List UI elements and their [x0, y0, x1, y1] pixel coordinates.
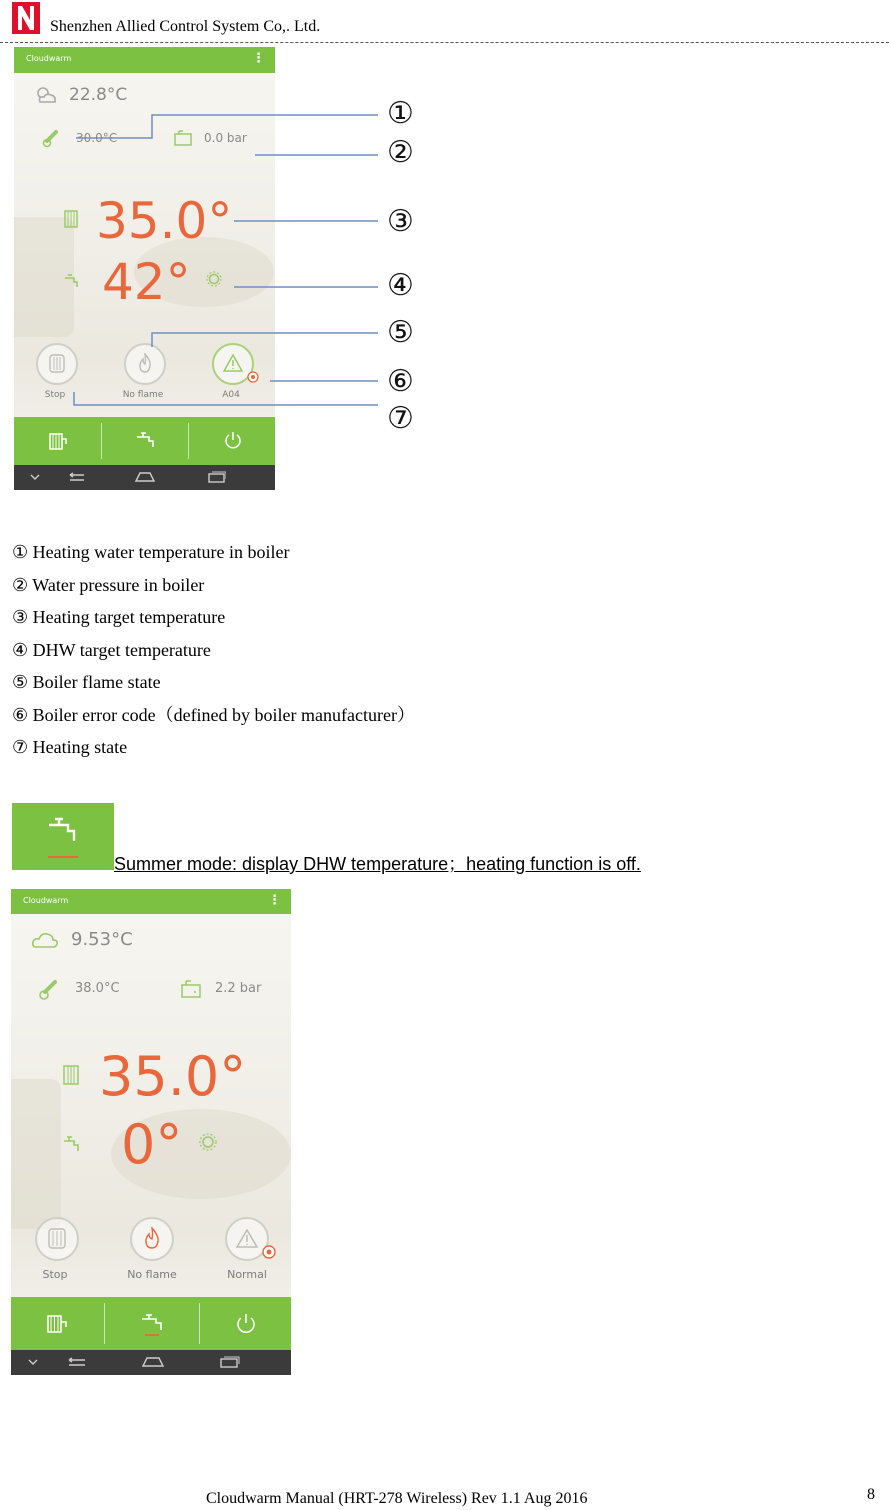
chevron-down-icon[interactable] [30, 473, 40, 481]
android-nav-bar [11, 1350, 291, 1375]
pressure-icon [174, 130, 192, 146]
menu-icon[interactable]: ⋮ [252, 51, 265, 66]
heating-state-button[interactable] [36, 343, 78, 385]
gear-icon[interactable] [199, 1133, 217, 1151]
pressure-value: 0.0 bar [204, 131, 247, 145]
legend-item: ② Water pressure in boiler [12, 574, 205, 595]
gear-icon[interactable] [206, 271, 222, 287]
heating-target-temp[interactable]: 35.0° [99, 1045, 247, 1108]
flame-icon [137, 353, 153, 373]
winter-mode-icon[interactable] [48, 431, 68, 451]
winter-mode-icon[interactable] [46, 1313, 70, 1335]
thermometer-icon [42, 129, 62, 149]
tap-icon [64, 273, 80, 289]
tap-icon [63, 1135, 81, 1153]
pressure-value: 2.2 bar [215, 981, 262, 996]
thermometer-icon [39, 979, 61, 1001]
flame-state-button[interactable] [124, 343, 166, 385]
back-icon[interactable] [66, 472, 86, 482]
page-number: 8 [867, 1486, 875, 1503]
legend-item: ⑥ Boiler error code（defined by boiler manufacturer） [12, 704, 415, 725]
company-logo [12, 2, 40, 34]
callout-3: ③ [387, 204, 414, 239]
company-name: Shenzhen Allied Control System Co,. Ltd. [50, 18, 321, 35]
back-icon[interactable] [65, 1357, 87, 1367]
mode-bar [14, 417, 275, 465]
legend-item: ⑤ Boiler flame state [12, 672, 161, 692]
home-icon[interactable] [141, 1356, 165, 1368]
brand-name: Cloudwarm [26, 54, 72, 63]
dhw-target-temp[interactable]: 42° [102, 253, 191, 311]
summer-mode-caption: Summer mode: display DHW temperature；heating function is off. [114, 854, 641, 874]
legend-item: ③ Heating target temperature [12, 607, 226, 627]
callout-5: ⑤ [387, 315, 414, 350]
warning-icon [236, 1229, 258, 1249]
callout-legend [12, 536, 415, 764]
legend-item: ⑦ Heating state [12, 737, 128, 757]
summer-mode-icon[interactable] [135, 430, 157, 450]
weather-icon [34, 86, 58, 104]
outdoor-temp: 22.8°C [69, 85, 128, 105]
heating-state-label: Stop [44, 390, 66, 400]
power-icon[interactable] [223, 430, 243, 450]
flame-state-label: No flame [127, 1268, 177, 1281]
recents-icon[interactable] [206, 471, 226, 483]
heating-target-temp[interactable]: 35.0° [96, 192, 233, 250]
brand-name: Cloudwarm [23, 896, 69, 905]
flame-icon [143, 1227, 161, 1249]
callout-7: ⑦ [387, 401, 414, 436]
callout-4: ④ [387, 268, 414, 303]
summer-tap-icon [46, 815, 82, 845]
water-temp: 38.0°C [75, 981, 120, 996]
power-icon[interactable] [235, 1312, 257, 1334]
menu-icon[interactable]: ⋮ [268, 893, 281, 908]
radiator-icon [49, 354, 65, 374]
error-badge-icon [262, 1245, 276, 1259]
warning-icon [223, 354, 243, 372]
callout-6: ⑥ [387, 364, 414, 399]
recents-icon[interactable] [218, 1356, 240, 1368]
summer-mode-icon[interactable] [140, 1311, 166, 1337]
outdoor-temp: 9.53°C [71, 929, 133, 950]
active-underline [48, 856, 78, 858]
callout-1: ① [387, 96, 414, 131]
error-badge-icon [247, 371, 259, 383]
dhw-target-temp[interactable]: 0° [121, 1113, 183, 1176]
radiator-icon [48, 1228, 66, 1250]
flame-state-button[interactable] [130, 1217, 174, 1261]
app-screenshot-normal [14, 47, 275, 490]
error-code-label: Normal [227, 1268, 267, 1281]
app-top-bar [14, 47, 275, 73]
chevron-down-icon[interactable] [28, 1358, 38, 1366]
legend-item: ④ DHW target temperature [12, 639, 211, 660]
legend-item: ① Heating water temperature in boiler [12, 542, 290, 562]
app-top-bar [11, 889, 291, 914]
app-screenshot-summer [11, 889, 291, 1375]
flame-state-label: No flame [122, 390, 164, 400]
callout-2: ② [387, 135, 414, 170]
android-nav-bar [14, 465, 275, 490]
page-header [0, 0, 889, 43]
radiator-icon [63, 1065, 79, 1085]
pressure-icon [181, 980, 201, 998]
page-footer: Cloudwarm Manual (HRT-278 Wireless) Rev 1.1 Aug 2016 [206, 1490, 588, 1507]
home-icon[interactable] [134, 471, 156, 483]
water-temp: 30.0°C [76, 131, 118, 145]
cloud-icon [31, 931, 59, 949]
radiator-icon [64, 210, 78, 228]
summer-mode-badge [12, 803, 114, 870]
heating-state-button[interactable] [35, 1217, 79, 1261]
heating-state-label: Stop [42, 1268, 68, 1281]
mode-bar [11, 1297, 291, 1350]
error-code-label: A04 [222, 390, 240, 400]
